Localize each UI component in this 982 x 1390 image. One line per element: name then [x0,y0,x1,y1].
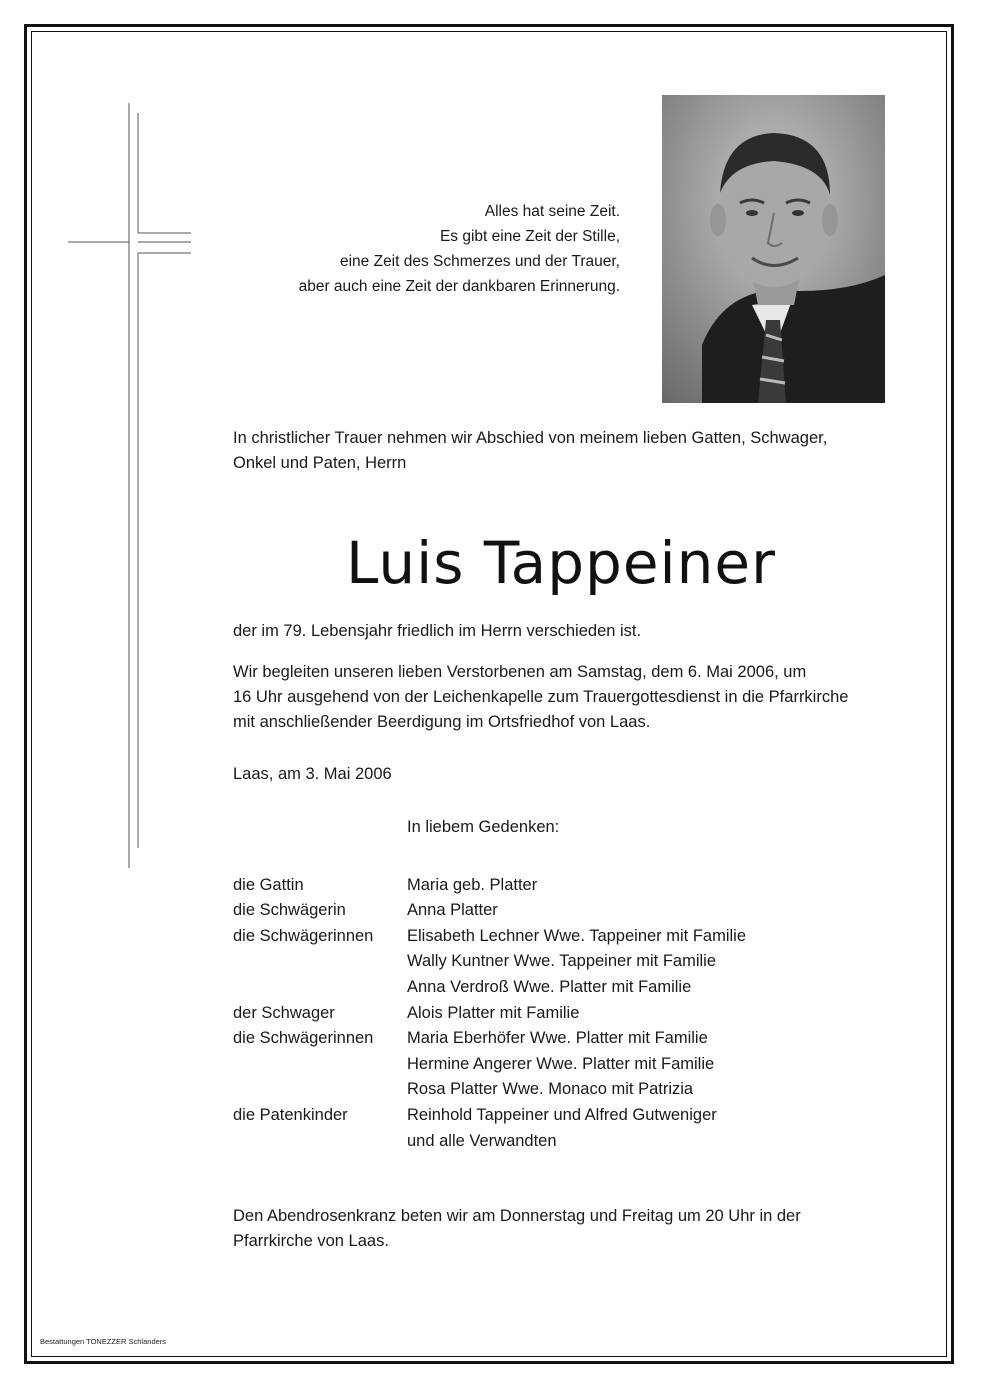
mourner-relation [233,1129,407,1155]
mourner-names: Maria geb. Platter [407,875,538,894]
mourner-relation: die Gattin [233,875,304,894]
mourner-row [233,898,889,924]
intro-paragraph [233,426,889,476]
mourner-relation: der Schwager [233,1003,335,1022]
rosary-line: Den Abendrosenkranz beten wir am Donnerstag und Freitag um 20 Uhr in der [233,1207,801,1225]
mourner-relation [233,1077,407,1103]
mourner-names: Anna Platter [407,901,498,920]
intro-line: Onkel und Paten, Herrn [233,454,407,472]
mourner-row [233,873,889,899]
funeral-home-credit: Bestattungen TONEZZER Schlanders [40,1337,167,1346]
mourner-names: Elisabeth Lechner Wwe. Tappeiner mit Familie [407,926,747,945]
mourners-heading: In liebem Gedenken: [407,818,560,836]
portrait-illustration [662,95,885,403]
mourner-row [233,1001,889,1027]
portrait-photo [662,95,885,403]
mourner-names: Alois Platter mit Familie [407,1003,580,1022]
deceased-name: Luis Tappeiner [346,529,776,597]
mourner-names: Reinhold Tappeiner und Alfred Gutweniger [407,1105,717,1124]
mourner-row [233,975,889,1001]
mourner-names: Rosa Platter Wwe. Monaco mit Patrizia [407,1080,694,1099]
mourner-names: Hermine Angerer Wwe. Platter mit Familie [407,1054,715,1073]
intro-line: In christlicher Trauer nehmen wir Abschied von meinem lieben Gatten, Schwager, [233,429,828,447]
funeral-paragraph [233,660,889,735]
mourner-row [233,1026,889,1052]
motto-line: aber auch eine Zeit der dankbaren Erinnerung. [298,278,620,295]
funeral-line: Wir begleiten unseren lieben Verstorbenen am Samstag, dem 6. Mai 2006, um [233,663,807,681]
funeral-line: mit anschließender Beerdigung im Ortsfriedhof von Laas. [233,713,651,731]
mourner-row [233,949,889,975]
mourner-row [233,924,889,950]
mourner-relation [233,949,407,975]
mourner-names: Wally Kuntner Wwe. Tappeiner mit Familie [407,952,717,971]
mourner-names: Maria Eberhöfer Wwe. Platter mit Familie [407,1029,708,1048]
place-date: Laas, am 3. Mai 2006 [233,765,392,783]
motto-line: eine Zeit des Schmerzes und der Trauer, [339,253,620,270]
motto-line: Es gibt eine Zeit der Stille, [439,228,620,245]
mourner-relation: die Schwägerin [233,901,346,920]
mourner-relation: die Patenkinder [233,1105,348,1124]
motto-line: Alles hat seine Zeit. [484,203,620,220]
mourner-names: Anna Verdroß Wwe. Platter mit Familie [407,977,692,996]
age-line: der im 79. Lebensjahr friedlich im Herrn verschieden ist. [233,622,642,640]
mourner-names: und alle Verwandten [407,1131,557,1150]
rosary-paragraph [233,1204,889,1254]
mourner-row [233,1052,889,1078]
cross-icon [68,103,198,873]
mourner-row [233,1103,889,1129]
rosary-line: Pfarrkirche von Laas. [233,1232,389,1250]
funeral-line: 16 Uhr ausgehend von der Leichenkapelle zum Trauergottesdienst in die Pfarrkirche [233,688,849,706]
mourner-relation [233,1052,407,1078]
mourner-row [233,1129,889,1155]
mourner-row [233,1077,889,1103]
mourner-relation: die Schwägerinnen [233,926,374,945]
mourner-relation [233,975,407,1001]
motto-verse [200,199,620,299]
mourner-relation: die Schwägerinnen [233,1029,374,1048]
mourners-list [233,815,889,1154]
